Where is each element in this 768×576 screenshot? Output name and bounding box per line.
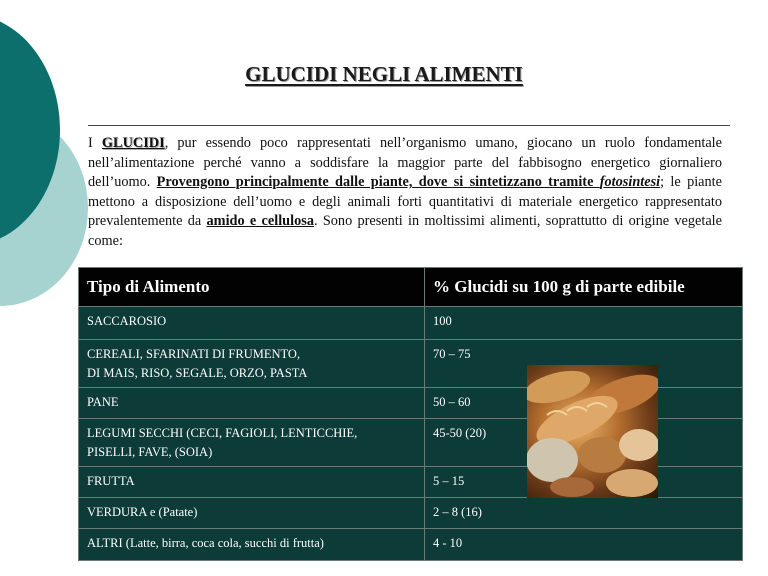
food-cell: FRUTTA bbox=[79, 467, 425, 498]
food-line-2: DI MAIS, RISO, SEGALE, ORZO, PASTA bbox=[87, 366, 308, 380]
food-cell: VERDURA e (Patate) bbox=[79, 498, 425, 529]
title-divider bbox=[88, 125, 730, 126]
food-line-2: PISELLI, FAVE, (SOIA) bbox=[87, 445, 213, 459]
header-glucidi-percent: % Glucidi su 100 g di parte edibile bbox=[425, 268, 743, 307]
food-cell: ALTRI (Latte, birra, coca cola, succhi di frutta) bbox=[79, 529, 425, 561]
header-food-type: Tipo di Alimento bbox=[79, 268, 425, 307]
intro-text-3: ; le piante mettono a disposizione dell’uomo e degli animali forti quantitativi di materiale energetico rappresentato prevalentemente da bbox=[88, 174, 722, 230]
amido-cellulosa-keyword: amido e cellulosa bbox=[206, 213, 314, 230]
glucidi-keyword: GLUCIDI bbox=[101, 135, 165, 151]
value-cell: 2 – 8 (16) bbox=[425, 498, 743, 529]
value-cell: 100 bbox=[425, 307, 743, 340]
value-cell: 50 – 60 bbox=[425, 388, 743, 419]
value-cell: 45-50 (20) bbox=[425, 419, 743, 467]
bread-illustration bbox=[527, 365, 658, 498]
intro-text-2: , pur essendo poco rappresentati nell’organismo umano, giocano un ruolo fondamentale nell’alimentazione perché vanno a soddisfare la maggior parte del fabbisogno energetico giornaliero dell’uomo. bbox=[88, 135, 723, 191]
intro-text-4: . Sono presenti in moltissimi alimenti, soprattutto di origine vegetale come: bbox=[88, 213, 722, 249]
value-cell: 4 - 10 bbox=[425, 529, 743, 561]
food-line-1: LEGUMI SECCHI (CECI, FAGIOLI, LENTICCHIE, bbox=[87, 426, 358, 440]
table-row bbox=[79, 498, 743, 529]
provengono-phrase bbox=[157, 174, 660, 190]
food-cell: PANE bbox=[79, 388, 425, 419]
food-cell bbox=[79, 340, 425, 388]
table-row bbox=[79, 529, 743, 561]
provengono-text: Provengono principalmente dalle piante, dove si sintetizzano tramite bbox=[156, 174, 600, 191]
fotosintesi-keyword: fotosintesi bbox=[599, 174, 661, 191]
slide-title: GLUCIDI NEGLI ALIMENTI bbox=[245, 62, 523, 86]
food-cell: SACCAROSIO bbox=[79, 307, 425, 340]
table-header-row bbox=[79, 268, 743, 307]
value-cell: 5 – 15 bbox=[425, 467, 743, 498]
table-row bbox=[79, 307, 743, 340]
intro-paragraph bbox=[88, 134, 722, 252]
food-line-1: CEREALI, SFARINATI DI FRUMENTO, bbox=[87, 347, 301, 361]
bread-photo bbox=[527, 365, 658, 498]
food-cell bbox=[79, 419, 425, 467]
value-cell: 70 – 75 bbox=[425, 340, 743, 388]
intro-text-1: I bbox=[88, 135, 102, 151]
